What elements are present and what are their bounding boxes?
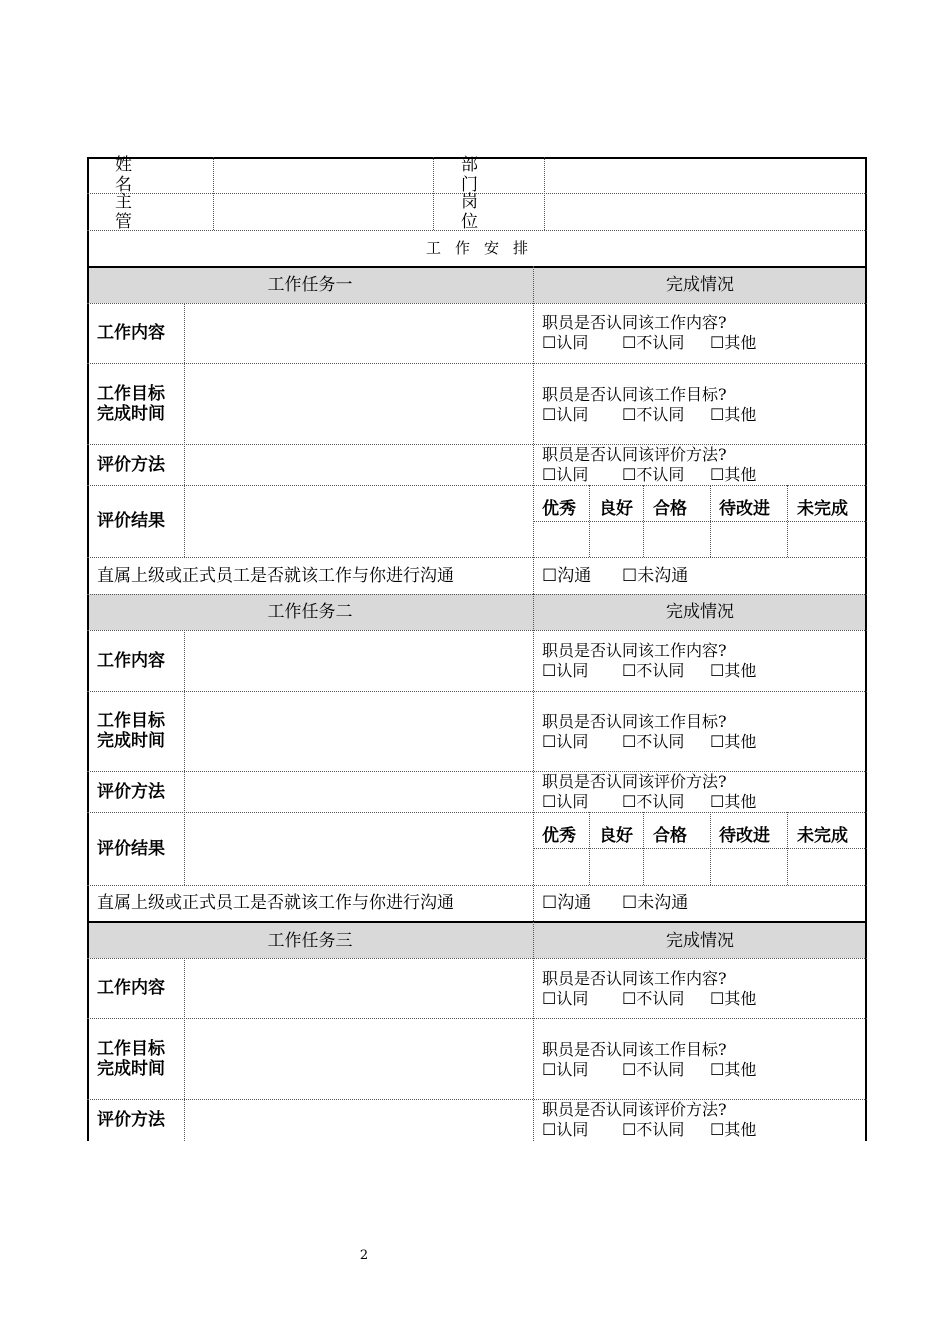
- disagree-checkbox[interactable]: ☐不认同: [622, 661, 685, 680]
- disagree-checkbox[interactable]: ☐不认同: [622, 792, 685, 811]
- agree-checkbox[interactable]: ☐认同: [542, 661, 589, 680]
- result-field[interactable]: [185, 812, 533, 885]
- communication-label: 直属上级或正式员工是否就该工作与你进行沟通: [97, 565, 454, 586]
- communication-label: 直属上级或正式员工是否就该工作与你进行沟通: [97, 893, 454, 913]
- agree-checkbox[interactable]: ☐认同: [542, 1060, 589, 1079]
- method-question: [542, 1100, 862, 1140]
- divider: [589, 485, 590, 557]
- content-label: 工作内容: [97, 323, 165, 343]
- agree-checkbox[interactable]: ☐认同: [542, 465, 589, 484]
- method-field[interactable]: [185, 444, 533, 485]
- rating-good: 良好: [599, 826, 633, 846]
- question-text: 职员是否认同该评价方法?: [542, 772, 727, 791]
- question-text: 职员是否认同该工作目标?: [542, 712, 727, 731]
- target-label-line1: 工作目标: [97, 1038, 165, 1059]
- other-checkbox[interactable]: ☐其他: [710, 1120, 757, 1139]
- content-field[interactable]: [185, 303, 533, 363]
- other-checkbox[interactable]: ☐其他: [710, 792, 757, 811]
- disagree-checkbox[interactable]: ☐不认同: [622, 1060, 685, 1079]
- completion-header: 完成情况: [666, 930, 734, 951]
- other-checkbox[interactable]: ☐其他: [710, 732, 757, 751]
- divider: [589, 812, 590, 885]
- method-label: 评价方法: [97, 1110, 165, 1130]
- rating-good: 良好: [599, 499, 633, 519]
- rating-improve: 待改进: [719, 499, 770, 519]
- department-field[interactable]: [545, 157, 865, 193]
- target-label-line2: 完成时间: [97, 403, 165, 424]
- target-question: [542, 385, 862, 425]
- agree-checkbox[interactable]: ☐认同: [542, 405, 589, 424]
- rating-pass: 合格: [653, 826, 687, 846]
- section-title: 工作安排: [425, 239, 542, 257]
- supervisor-label: 主 管: [115, 192, 205, 232]
- position-label: 岗位: [461, 192, 506, 232]
- target-label: [87, 691, 184, 771]
- result-field[interactable]: [185, 485, 533, 557]
- other-checkbox[interactable]: ☐其他: [710, 333, 757, 352]
- communicated-checkbox[interactable]: ☐沟通: [542, 893, 592, 913]
- divider: [643, 485, 644, 557]
- border-right: [865, 157, 867, 1141]
- task-title: 工作任务三: [267, 930, 353, 951]
- task-title: 工作任务二: [267, 602, 353, 622]
- divider: [710, 485, 711, 557]
- method-question: [542, 772, 862, 812]
- disagree-checkbox[interactable]: ☐不认同: [622, 333, 685, 352]
- completion-header: 完成情况: [666, 602, 734, 622]
- target-label-line1: 工作目标: [97, 711, 165, 731]
- evaluation-form: [87, 157, 867, 1141]
- agree-checkbox[interactable]: ☐认同: [542, 333, 589, 352]
- content-question: [542, 313, 862, 353]
- target-label: [87, 1018, 184, 1099]
- target-label: [87, 363, 184, 444]
- position-field[interactable]: [545, 194, 865, 230]
- method-label: 评价方法: [97, 781, 165, 802]
- page-number: 2: [359, 1248, 369, 1263]
- disagree-checkbox[interactable]: ☐不认同: [622, 989, 685, 1008]
- agree-checkbox[interactable]: ☐认同: [542, 732, 589, 751]
- completion-header: 完成情况: [666, 275, 734, 295]
- result-label: 评价结果: [97, 511, 165, 531]
- task-title: 工作任务一: [267, 275, 353, 295]
- disagree-checkbox[interactable]: ☐不认同: [622, 465, 685, 484]
- question-text: 职员是否认同该工作内容?: [542, 969, 727, 988]
- question-text: 职员是否认同该评价方法?: [542, 445, 727, 464]
- disagree-checkbox[interactable]: ☐不认同: [622, 732, 685, 751]
- name-field[interactable]: [214, 157, 433, 193]
- divider: [643, 812, 644, 885]
- content-field[interactable]: [185, 958, 533, 1018]
- agree-checkbox[interactable]: ☐认同: [542, 792, 589, 811]
- rating-incomplete: 未完成: [797, 499, 848, 519]
- other-checkbox[interactable]: ☐其他: [710, 405, 757, 424]
- divider: [533, 594, 534, 921]
- divider: [533, 266, 534, 594]
- target-label-line2: 完成时间: [97, 1058, 165, 1079]
- target-question: [542, 1040, 862, 1080]
- other-checkbox[interactable]: ☐其他: [710, 989, 757, 1008]
- question-text: 职员是否认同该工作目标?: [542, 385, 727, 404]
- agree-checkbox[interactable]: ☐认同: [542, 1120, 589, 1139]
- method-question: [542, 445, 862, 485]
- communication-options: [542, 885, 862, 921]
- method-field[interactable]: [185, 771, 533, 812]
- question-text: 职员是否认同该工作内容?: [542, 313, 727, 332]
- supervisor-field[interactable]: [214, 194, 433, 230]
- other-checkbox[interactable]: ☐其他: [710, 1060, 757, 1079]
- communication-options: [542, 557, 862, 594]
- target-field[interactable]: [185, 691, 533, 771]
- rating-improve: 待改进: [719, 826, 770, 846]
- method-label: 评价方法: [97, 454, 165, 475]
- disagree-checkbox[interactable]: ☐不认同: [622, 405, 685, 424]
- other-checkbox[interactable]: ☐其他: [710, 661, 757, 680]
- disagree-checkbox[interactable]: ☐不认同: [622, 1120, 685, 1139]
- divider: [787, 485, 788, 557]
- result-label: 评价结果: [97, 838, 165, 859]
- divider: [533, 521, 867, 522]
- target-field[interactable]: [185, 363, 533, 444]
- communicated-checkbox[interactable]: ☐沟通: [542, 565, 592, 586]
- question-text: 职员是否认同该工作内容?: [542, 641, 727, 660]
- not-communicated-checkbox[interactable]: ☐未沟通: [622, 893, 689, 913]
- content-question: [542, 641, 862, 681]
- divider: [787, 812, 788, 885]
- content-field[interactable]: [185, 630, 533, 691]
- target-field[interactable]: [185, 1018, 533, 1099]
- question-text: 职员是否认同该评价方法?: [542, 1100, 727, 1119]
- rating-excellent: 优秀: [542, 826, 576, 846]
- content-question: [542, 969, 862, 1009]
- rating-excellent: 优秀: [542, 499, 576, 519]
- border-left: [87, 157, 89, 1141]
- rating-pass: 合格: [653, 499, 687, 519]
- content-label: 工作内容: [97, 650, 165, 671]
- rating-incomplete: 未完成: [797, 826, 848, 846]
- question-text: 职员是否认同该工作目标?: [542, 1040, 727, 1059]
- method-field[interactable]: [185, 1099, 533, 1141]
- target-label-line2: 完成时间: [97, 731, 165, 751]
- content-label: 工作内容: [97, 978, 165, 998]
- agree-checkbox[interactable]: ☐认同: [542, 989, 589, 1008]
- not-communicated-checkbox[interactable]: ☐未沟通: [622, 565, 689, 586]
- divider: [710, 812, 711, 885]
- divider: [533, 848, 867, 849]
- name-label: 姓 名: [115, 155, 205, 195]
- target-question: [542, 712, 862, 752]
- department-label: 部门: [461, 155, 506, 195]
- target-label-line1: 工作目标: [97, 383, 165, 404]
- other-checkbox[interactable]: ☐其他: [710, 465, 757, 484]
